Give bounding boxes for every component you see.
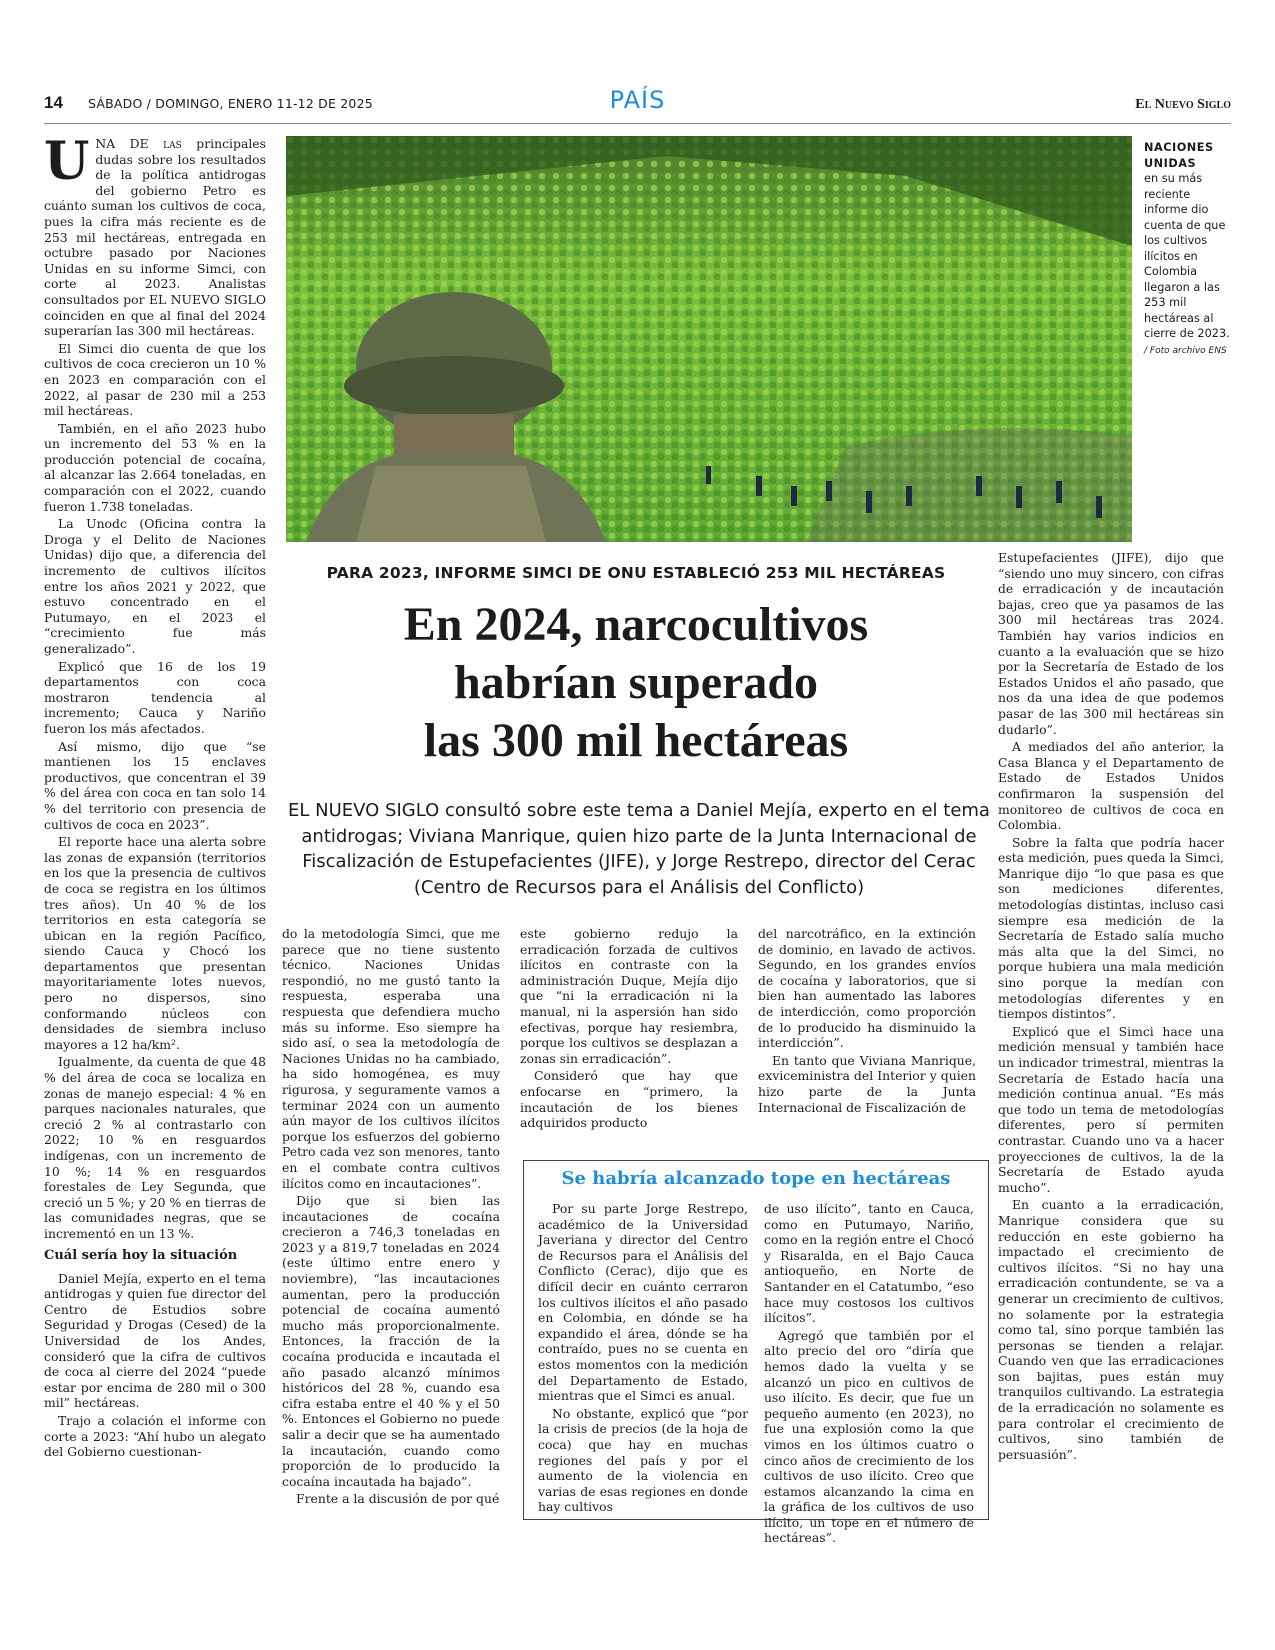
paragraph: Sobre la falta que podría hacer esta medición, pues queda la Simci, Manrique dijo “lo que pasa es que son mediciones diferentes, metodologías distintas, incluso casi siempre esa medición de la Secretaría de Estado salía mucho más alta que la del Simci, no porque hubiera una mala medición sino porque la medían con metodologías diferentes y en tiempos distintos”. bbox=[998, 834, 1224, 1022]
header-rule bbox=[44, 123, 1231, 124]
paragraph: Consideró que hay que enfocarse en “primero, la incautación de los bienes adquiridos producto bbox=[520, 1068, 738, 1131]
headline-line: En 2024, narcocultivos bbox=[403, 598, 869, 651]
paragraph: del narcotráfico, en la extinción de dominio, en lavado de activos. Segundo, en los grandes envíos de cocaína y laboratorios, que si bien han aumentado las labores de interdicción, como proporción de lo producido ha disminuido la interdicción”. bbox=[758, 926, 976, 1051]
article-photo bbox=[286, 136, 1132, 542]
paragraph: El Simci dio cuenta de que los cultivos de coca crecieron un 10 % en 2023 en comparación con el 2022, al pasar de 230 mil a 253 mil hectáreas. bbox=[44, 340, 266, 419]
caption-title: NACIONES UNIDAS bbox=[1144, 141, 1214, 170]
drop-cap: U bbox=[44, 131, 90, 192]
article-column-5 bbox=[998, 550, 1224, 1464]
coca-field-image bbox=[286, 136, 1132, 542]
kicker: PARA 2023, INFORME SIMCI DE ONU ESTABLECIÓ 253 MIL HECTÁREAS bbox=[326, 564, 946, 582]
paragraph: Por su parte Jorge Restrepo, académico de la Universidad Javeriana y director del Centro de Recursos para el Análisis del Conflicto (Cerac), dijo que es difícil decir en cuánto cerraron los cultivos ilícitos el año pasado en Colombia, en dónde se ha expandido el área, dónde se ha contraído, pues no se cuenta en estos momentos con la medición del Departamento de Estado, mientras que el Simci es anual. bbox=[538, 1201, 748, 1404]
photo-caption bbox=[1144, 140, 1236, 359]
paragraph: En tanto que Viviana Manrique, exviceministra del Interior y quien hizo parte de la Junta Internacional de Fiscalización de bbox=[758, 1052, 976, 1115]
paragraph: do la metodología Simci, que me parece que no tiene sustento técnico. Naciones Unidas respondió, no me gustó tanto la respuesta, esperaba una respuesta que defendiera mucho más su informe. Eso siempre ha sido así, o sea la metodología de Naciones Unidas no ha cambiado, ha sido homogénea, es muy rigurosa, y seguramente vamos a terminar 2024 con un aumento aún mayor de los cultivos ilícitos porque los esfuerzos del gobierno Petro cada vez son menores, tanto en el combate contra cultivos ilícitos como en incautaciones”. bbox=[282, 926, 500, 1191]
subhead: Cuál sería hoy la situación bbox=[44, 1247, 238, 1263]
article-column-1 bbox=[44, 131, 266, 1462]
article-column-4 bbox=[758, 926, 976, 1117]
paragraph: El reporte hace una alerta sobre las zonas de expansión (territorios en los que la presencia de cultivos de coca se registra en los últimos tres años). Un 40 % de los territorios en esta categoría se ubican en la región Pacífico, siendo Cauca y Chocó los departamentos que presentan mayoritariamente lotes nuevos, pero no dispersos, sino conformando núcleos con densidades de siembra incluso mayores a 12 ha/km². bbox=[44, 834, 266, 1052]
paragraph: Dijo que si bien las incautaciones de cocaína crecieron a 746,3 toneladas en 2023 y a 819,7 toneladas en 2024 (este último entre enero y noviembre), “las incautaciones aumentan, pero la producción potencial de cocaína aumentó mucho más proporcionalmente. Entonces, la fracción de la cocaína producida e incautada el año pasado alcanzó mínimos históricos del 28 %, cuando esa cifra estaba entre el 40 % y el 50 %. Entonces el Gobierno no puede salir a decir que se ha aumentado la incautación, cuando como proporción de lo producido la cocaína incautada ha bajado”. bbox=[282, 1193, 500, 1489]
headline-line: las 300 mil hectáreas bbox=[423, 714, 849, 767]
paragraph: También, en el año 2023 hubo un incremento del 53 % en la producción potencial de cocaína, al alcanzar las 2.664 toneladas, en comparación con el 2022, cuando fueron 1.738 toneladas. bbox=[44, 420, 266, 514]
headline bbox=[286, 596, 986, 770]
sidebar-column-left bbox=[538, 1201, 748, 1517]
sidebar-column-right bbox=[764, 1201, 974, 1548]
photo-credit: / Foto archivo ENS bbox=[1144, 345, 1227, 356]
sidebar-title: Se habría alcanzado tope en hectáreas bbox=[561, 1168, 951, 1189]
page-number: 14 bbox=[44, 93, 63, 112]
headline-line: habrían superado bbox=[453, 656, 819, 709]
paragraph: Explicó que el Simci hace una medición mensual y también hace un indicador trimestral, mientras la Secretaría de Estado hacía una medición continua anual. “Es más que todo un tema de metodologías diferentes, pero sí permiten contrastar. Cuando uno va a hacer proyecciones de cultivos, la de la Secretaría de Estado ayuda mucho”. bbox=[998, 1023, 1224, 1195]
paragraph: Así mismo, dijo que “se mantienen los 15 enclaves productivos, que concentran el 39 % del área con coca en tan solo 14 % del territorio con presencia de cultivos de coca en 2023”. bbox=[44, 738, 266, 832]
paragraph: Agregó que también por el alto precio del oro “diría que hemos dado la vuelta y se alcanzó un pico en cultivos de uso ilícito. Es decir, que fue un pequeño aumento (en 2023), no fue una explosión como la que vimos en los últimos cuatro o cinco años de crecimiento de los cultivos de uso ilícito. Creo que estamos alcanzando la cima en la gráfica de los cultivos de uso ilícito, un tope en el número de hectáreas”. bbox=[764, 1327, 974, 1546]
paragraph: Igualmente, da cuenta de que 48 % del área de coca se localiza en zonas de manejo especial: 4 % en parques nacionales naturales, que creció 2 % al contrastarlo con 2022; 10 % en resguardos indígenas, con un incremento de 10 %; 14 % en resguardos forestales de Ley Segunda, que creció un 5 %; y 20 % en tierras de las comunidades negras, que se incrementó en un 13 %. bbox=[44, 1054, 266, 1241]
section-title: PAÍS bbox=[609, 86, 666, 114]
masthead: El Nuevo Siglo bbox=[1135, 97, 1231, 112]
paragraph: En cuanto a la erradicación, Manrique considera que su reducción en este gobierno ha impactado el crecimiento de cultivos ilícitos. “Si no hay una erradicación contundente, se va a generar un crecimiento de cultivos, no solamente por la estrategia como tal, sino porque también las personas se tienden a relajar. Cuando ven que las erradicaciones son bajitas, pues están muy tranquilos cultivando. La estrategia de la erradicación no solamente es para controlar el crecimiento de cultivos, sino también de persuasión”. bbox=[998, 1197, 1224, 1462]
paragraph: de uso ilícito”, tanto en Cauca, como en Putumayo, Nariño, como en la región entre el Chocó y Risaralda, en el Bajo Cauca antioqueño, en Norte de Santander en el Catatumbo, “eso hace muy costosos los cultivos ilícitos”. bbox=[764, 1201, 974, 1326]
sidebar-box bbox=[523, 1160, 989, 1546]
paragraph: este gobierno redujo la erradicación forzada de cultivos ilícitos en contraste con la administración Duque, Mejía dijo que “ni la erradicación ni la manual, ni la aspersión han sido efectivas, porque hay resiembra, porque los cultivos se desplazan a zonas sin erradicación”. bbox=[520, 926, 738, 1066]
lead-paragraph bbox=[44, 131, 266, 339]
paragraph: Frente a la discusión de por qué bbox=[296, 1491, 500, 1507]
paragraph: Trajo a colación el informe con corte a 2023: “Ahí hubo un alegato del Gobierno cuestionan- bbox=[44, 1412, 266, 1460]
dateline: SÁBADO / DOMINGO, ENERO 11-12 DE 2025 bbox=[88, 96, 373, 111]
paragraph: Estupefacientes (JIFE), dijo que “siendo uno muy sincero, con cifras de erradicación y de incautación bajas, creo que ya pasamos de las 300 mil hectáreas tras 2024. También hay varios indicios en cuanto a la evaluación que se hizo por la Secretaría de Estado de los Estados Unidos el año pasado, que nos da una idea de que podemos pasar de las 300 mil hectáreas sin dudarlo”. bbox=[998, 550, 1224, 737]
paragraph: La Unodc (Oficina contra la Droga y el Delito de Naciones Unidas) dijo que, a diferencia del incremento de cultivos ilícitos entre los años 2021 y 2022, que estuvo concentrado en el Putumayo, en el 2023 el “crecimiento fue más generalizado”. bbox=[44, 516, 266, 656]
paragraph: Explicó que 16 de los 19 departamentos con coca mostraron tendencia al incremento; Cauca y Nariño fueron los más afectados. bbox=[44, 658, 266, 736]
paragraph: A mediados del año anterior, la Casa Blanca y el Departamento de Estado de Estados Unidos confirmaron la suspensión del monitoreo de cultivos de coca en Colombia. bbox=[998, 739, 1224, 833]
article-column-2 bbox=[282, 926, 500, 1509]
paragraph: Daniel Mejía, experto en el tema antidrogas y quien fue director del Centro de Estudios sobre Seguridad y Drogas (Cesed) de la Universidad de los Andes, consideró que la cifra de cultivos de coca al cierre del 2024 “puede estar por encima de 280 mil o 300 mil” hectáreas. bbox=[44, 1270, 266, 1411]
deck: EL NUEVO SIGLO consultó sobre este tema a Daniel Mejía, experto en el tema antidrogas; Viviana Manrique, quien hizo parte de la Junta Internacional de Fiscalización de Estupefacientes (JIFE), y Jorge Restrepo, director del Cerac (Centro de Recursos para el Análisis del Conflicto) bbox=[288, 800, 990, 898]
article-column-3 bbox=[520, 926, 738, 1133]
caption-text: en su más reciente informe dio cuenta de que los cultivos ilícitos en Colombia llegaron a las 253 mil hectáreas al cierre de 2023. bbox=[1144, 172, 1230, 340]
lead-text: principales dudas sobre los resultados de la política antidrogas del gobierno Petro es cuánto suman los cultivos de coca, pues la cifra más reciente es de 253 mil hectáreas, entregada en octubre pasado por Naciones Unidas en su informe Simci, con corte al 2023. Analistas consultados por EL NUEVO SIGLO coinciden en que al final del 2024 superarían las 300 mil hectáreas. bbox=[44, 136, 266, 339]
lead-caps: NA DE las bbox=[95, 136, 182, 151]
paragraph: No obstante, explicó que “por la crisis de precios (de la hoja de coca) que hay en muchas regiones del país y por el aumento de la violencia en varias de esas regiones en donde hay cultivos bbox=[538, 1405, 748, 1515]
